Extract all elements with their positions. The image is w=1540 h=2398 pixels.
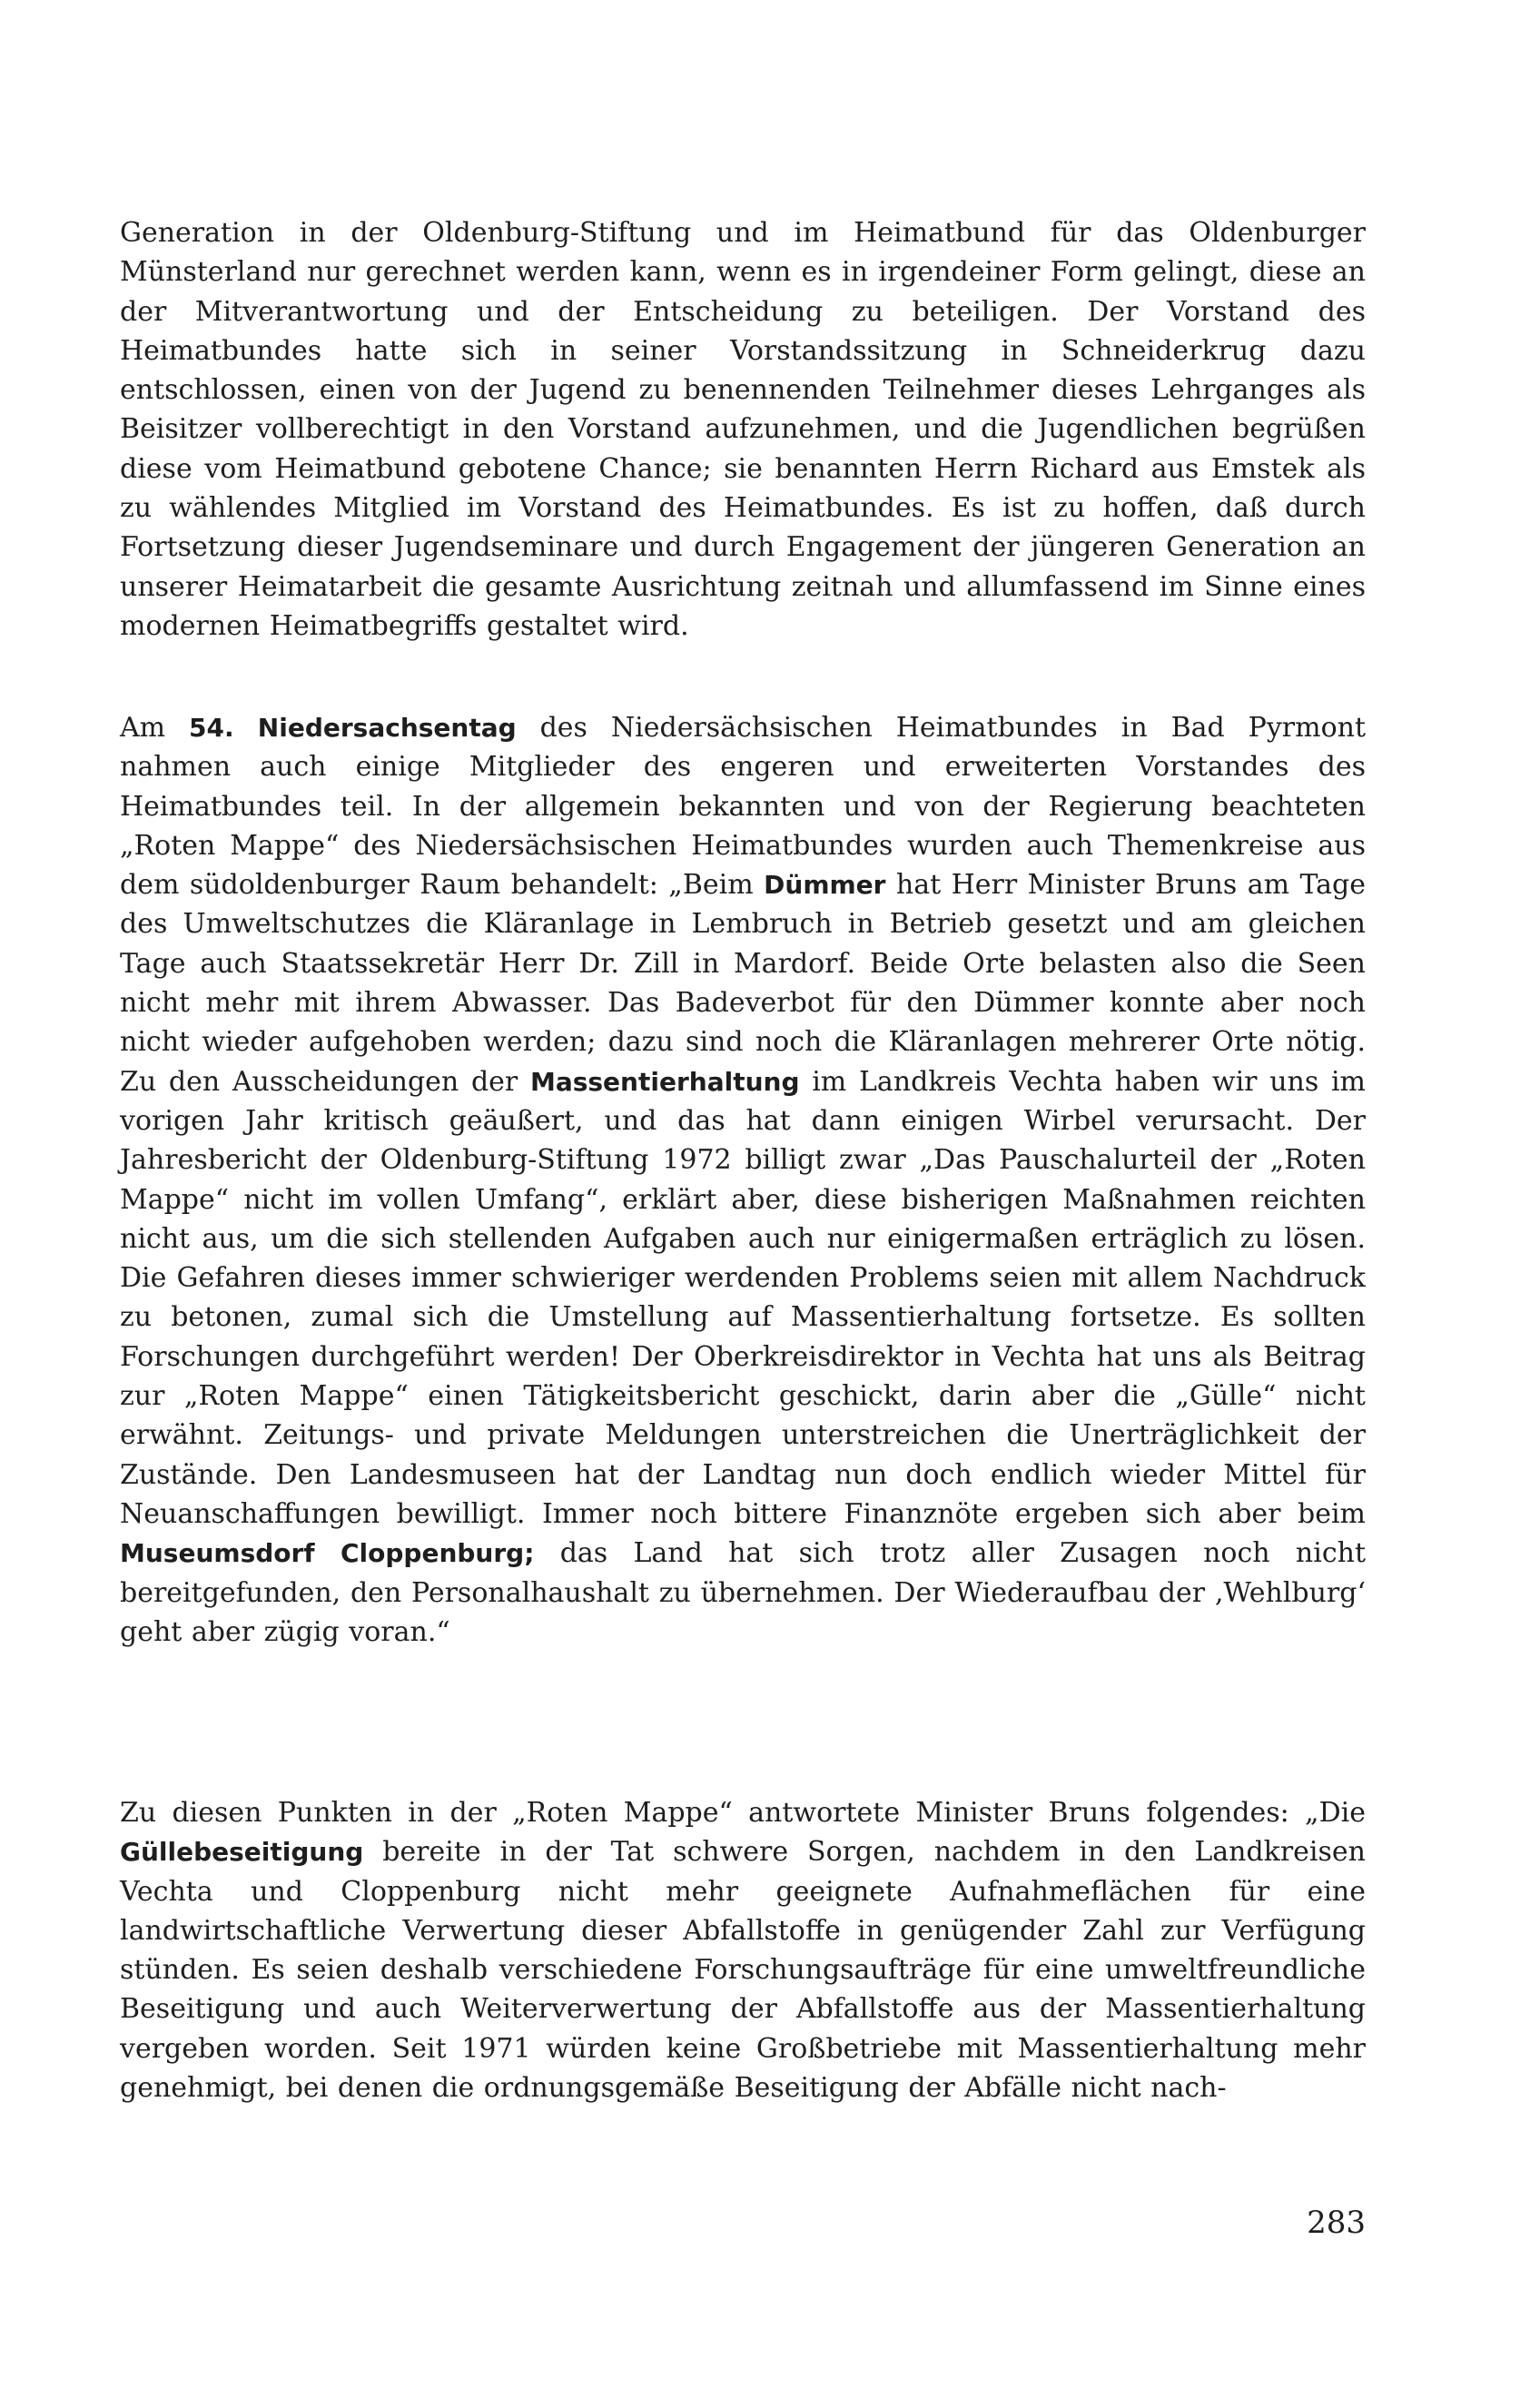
text-segment: das Land hat sich trotz aller Zusagen noch nicht bereitgefunden, den Personalhaushalt zu übernehmen. Der Wiederaufbau der ‚Wehlburg‘ geht aber zügig voran.“ [120,1537,1366,1648]
bold-term-niedersachsentag: 54. Niedersachsentag [189,713,517,743]
page-number: 283 [1307,2205,1366,2241]
text-segment: im Landkreis Vechta haben wir uns im vorigen Jahr kritisch geäußert, und das hat dann einigen Wirbel verursacht. Der Jahresbericht der Oldenburg-Stiftung 1972 billigt zwar „Das Pauschalurteil der „Roten Mappe“ nicht im vollen Umfang“, erklärt aber, diese bisherigen Maßnahmen reichten nicht aus, um die sich stellenden Aufgaben auch nur einigermaßen erträglich zu lösen. Die Gefahren dieses immer schwieriger werdenden Problems seien mit allem Nachdruck zu betonen, zumal sich die Umstellung auf Massentierhaltung fortsetze. Es sollten Forschungen durchgeführt werden! Der Oberkreisdirektor in Vechta hat uns als Beitrag zur „Roten Mappe“ einen Tätigkeitsbericht geschickt, darin aber die „Gülle“ nicht erwähnt. Zeitungs- und private Meldungen unterstreichen die Unerträglichkeit der Zustände. Den Landesmuseen hat der Landtag nun doch endlich wieder Mittel für Neuanschaffungen bewilligt. Immer noch bittere Finanznöte ergeben sich aber beim [120,1065,1366,1530]
bold-term-massentierhaltung: Massentierhaltung [529,1066,800,1097]
paragraph-minister-response [120,1793,1366,2107]
bold-term-guellebeseitigung: Güllebeseitigung [120,1837,364,1868]
paragraph-niedersachsentag [120,708,1366,1652]
text-segment: Generation in der Oldenburg-Stiftung und im Heimatbund für das Oldenburger Münsterland nur gerechnet werden kann, wenn es in irgendeiner Form gelingt, diese an der Mitverantwortung und der Entscheidung zu beteiligen. Der Vorstand des Heimatbundes hatte sich in seiner Vorstandssitzung in Schneiderkrug dazu entschlossen, einen von der Jugend zu benennenden Teilnehmer dieses Lehrganges als Beisitzer vollberechtigt in den Vorstand aufzunehmen, und die Jugendlichen begrüßen diese vom Heimatbund gebotene Chance; sie benannten Herrn Richard aus Emstek als zu wählendes Mitglied im Vorstand des Heimatbundes. Es ist zu hoffen, daß durch Fortsetzung dieser Jugendseminare und durch Engagement der jüngeren Generation an unserer Heimatarbeit die gesamte Ausrichtung zeitnah und allumfassend im Sinne eines modernen Heimatbegriffs gestaltet wird. [120,217,1366,642]
text-segment: bereite in der Tat schwere Sorgen, nachdem in den Landkreisen Vechta und Cloppenburg nicht mehr geeignete Aufnahmeflächen für eine landwirtschaftliche Verwertung dieser Abfallstoffe in genügender Zahl zur Verfügung stünden. Es seien deshalb verschiedene Forschungsaufträge für eine umweltfreundliche Beseitigung und auch Weiterverwertung der Abfallstoffe aus der Massentierhaltung vergeben worden. Seit 1971 würden keine Großbetriebe mit Massentierhaltung mehr genehmigt, bei denen die ordnungsgemäße Beseitigung der Abfälle nicht nach- [120,1836,1366,2105]
text-segment: Zu diesen Punkten in der „Roten Mappe“ antwortete Minister Bruns folgendes: „Die [120,1797,1366,1829]
text-segment: des Niedersächsischen Heimatbundes in Bad Pyrmont nahmen auch einige Mitglieder des engeren und erweiterten Vorstandes des Heimatbundes teil. In der allgemein bekannten und von der Regierung beachteten „Roten Mappe“ des Niedersächsischen Heimatbundes wurden auch Themenkreise aus dem südoldenburger Raum behandelt: „Beim [120,712,1367,902]
bold-term-museumsdorf: Museumsdorf Cloppenburg; [120,1538,535,1569]
bold-term-duemmer: Dümmer [764,870,886,901]
paragraph-youth-generation [120,213,1366,646]
text-segment: hat Herr Minister Bruns am Tage des Umweltschutzes die Kläranlage in Lembruch in Betrieb gesetzt und am gleichen Tage auch Staatssekretär Herr Dr. Zill in Mardorf. Beide Orte belasten also die Seen nicht mehr mit ihrem Abwasser. Das Badeverbot für den Dümmer konnte aber noch nicht wieder aufgehoben werden; dazu sind noch die Kläranlagen mehrerer Orte nötig. Zu den Ausscheidungen der [120,869,1367,1098]
text-segment: Am [120,712,190,744]
